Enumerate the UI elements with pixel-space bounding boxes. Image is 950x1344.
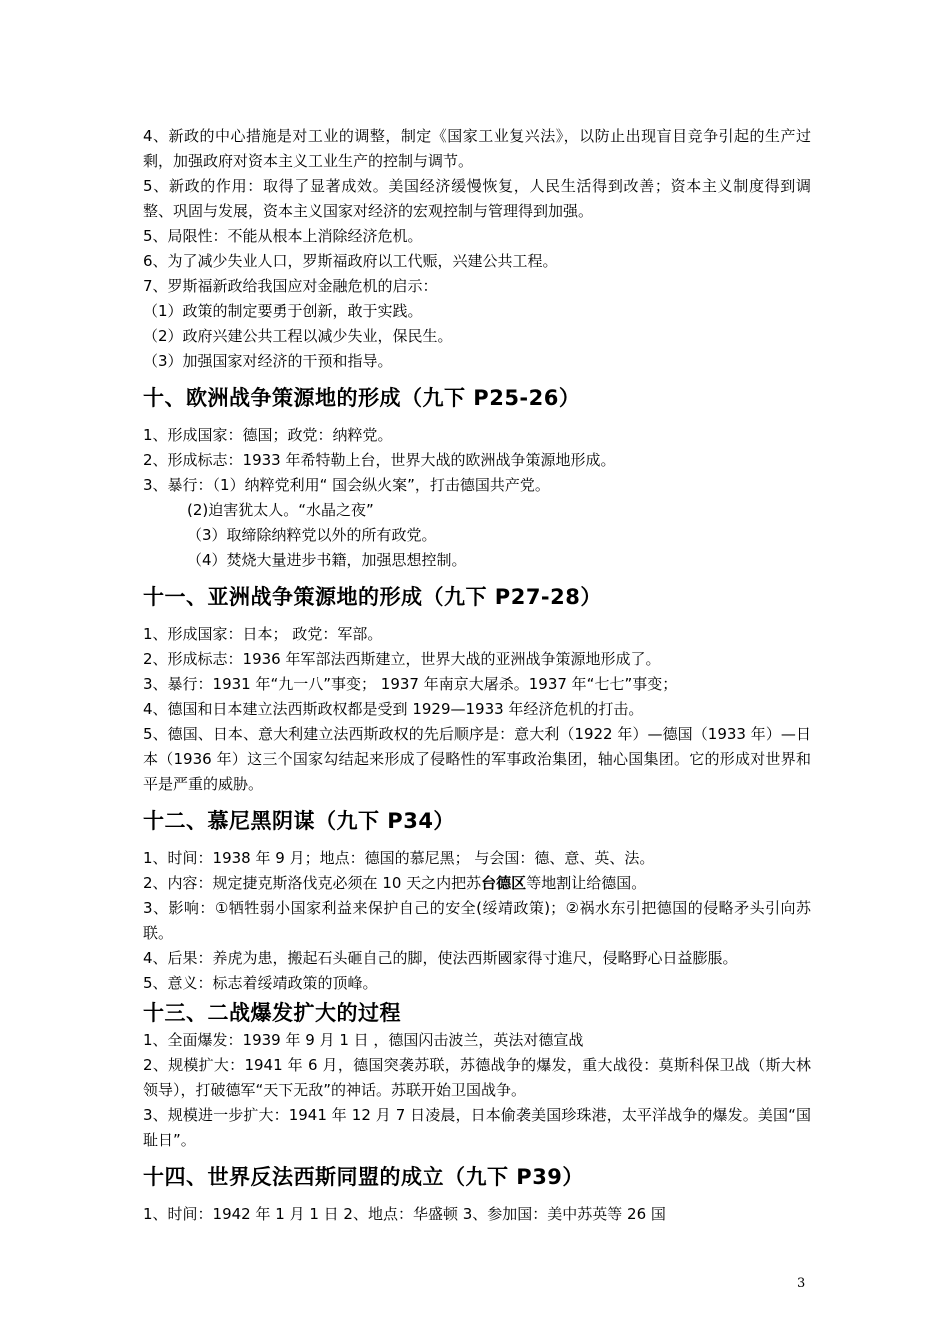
paragraph: 2、规模扩大：1941 年 6 月，德国突袭苏联，苏德战争的爆发，重大战役：莫斯科保卫战（斯大林领导），打破德军“天下无敌”的神话。苏联开始卫国战争。 — [143, 1056, 811, 1099]
paragraph — [143, 871, 811, 896]
paragraph: 7、罗斯福新政给我国应对金融危机的启示： — [143, 277, 438, 295]
paragraph: 4、新政的中心措施是对工业的调整，制定《国家工业复兴法》，以防止出现盲目竞争引起的生产过剩，加强政府对资本主义工业生产的控制与调节。 — [143, 127, 811, 170]
paragraph: 1、形成国家：日本； 政党：军部。 — [143, 625, 383, 643]
list-item: （4）焚烧大量进步书籍，加强思想控制。 — [187, 551, 467, 569]
page-content — [143, 124, 811, 1227]
paragraph: 1、时间：1942 年 1 月 1 日 2、地点：华盛顿 3、参加国：美中苏英等 26 国 — [143, 1205, 666, 1223]
paragraph: 3、暴行：1931 年“九一八”事变； 1937 年南京大屠杀。1937 年“七七”事变； — [143, 675, 678, 693]
list-item: (2)迫害犹太人。“水晶之夜” — [187, 501, 374, 519]
paragraph: 1、全面爆发：1939 年 9 月 1 日 ，德国闪击波兰，英法对德宣战 — [143, 1031, 584, 1049]
list-item: （1）政策的制定要勇于创新，敢于实践。 — [143, 302, 423, 320]
section-heading-12: 十二、慕尼黑阴谋（九下 P34） — [143, 809, 455, 833]
paragraph: 1、形成国家：德国；政党：纳粹党。 — [143, 426, 393, 444]
paragraph: 2、形成标志：1933 年希特勒上台，世界大战的欧洲战争策源地形成。 — [143, 451, 616, 469]
paragraph-text: 等地割让给德国。 — [526, 874, 647, 892]
paragraph-text: 2、内容：规定捷克斯洛伐克必须在 10 天之内把苏 — [143, 874, 482, 892]
paragraph: 6、为了减少失业人口，罗斯福政府以工代赈，兴建公共工程。 — [143, 252, 558, 270]
paragraph: 3、暴行：（1）纳粹党利用“ 国会纵火案”，打击德国共产党。 — [143, 476, 550, 494]
paragraph: 3、规模进一步扩大：1941 年 12 月 7 日凌晨，日本偷袭美国珍珠港，太平洋战争的爆发。美国“国耻日”。 — [143, 1106, 811, 1149]
paragraph: 5、意义：标志着绥靖政策的顶峰。 — [143, 974, 378, 992]
list-item: （3）加强国家对经济的干预和指导。 — [143, 352, 393, 370]
paragraph: 5、德国、日本、意大利建立法西斯政权的先后顺序是：意大利（1922 年）—德国（1933 年）—日本（1936 年）这三个国家勾结起来形成了侵略性的军事政治集团，轴心国集团。它的形成对世界和平是严重的威胁。 — [143, 725, 811, 793]
paragraph: 2、形成标志：1936 年军部法西斯建立，世界大战的亚洲战争策源地形成了。 — [143, 650, 661, 668]
paragraph: 3、影响：①牺牲弱小国家利益来保护自己的安全(绥靖政策)；②祸水东引把德国的侵略矛头引向苏联。 — [143, 899, 811, 942]
paragraph: 5、新政的作用：取得了显著成效。美国经济缓慢恢复，人民生活得到改善；资本主义制度得到调整、巩固与发展，资本主义国家对经济的宏观控制与管理得到加强。 — [143, 177, 811, 220]
page-number: 3 — [797, 1276, 806, 1291]
paragraph: 5、局限性：不能从根本上消除经济危机。 — [143, 227, 423, 245]
paragraph: 4、后果：养虎为患，搬起石头砸自己的脚，使法西斯國家得寸進尺，侵略野心日益膨脹。 — [143, 949, 738, 967]
list-item: （2）政府兴建公共工程以减少失业，保民生。 — [143, 327, 453, 345]
bold-term: 台德区 — [481, 874, 527, 892]
section-heading-13: 十三、二战爆发扩大的过程 — [143, 1001, 401, 1025]
section-heading-10: 十、欧洲战争策源地的形成（九下 P25-26） — [143, 386, 581, 410]
section-heading-11: 十一、亚洲战争策源地的形成（九下 P27-28） — [143, 585, 602, 609]
section-heading-14: 十四、世界反法西斯同盟的成立（九下 P39） — [143, 1165, 584, 1189]
paragraph: 1、时间：1938 年 9 月；地点：德国的慕尼黑； 与会国：德、意、英、法。 — [143, 849, 655, 867]
paragraph: 4、德国和日本建立法西斯政权都是受到 1929—1933 年经济危机的打击。 — [143, 700, 644, 718]
list-item: （3）取缔除纳粹党以外的所有政党。 — [187, 526, 437, 544]
